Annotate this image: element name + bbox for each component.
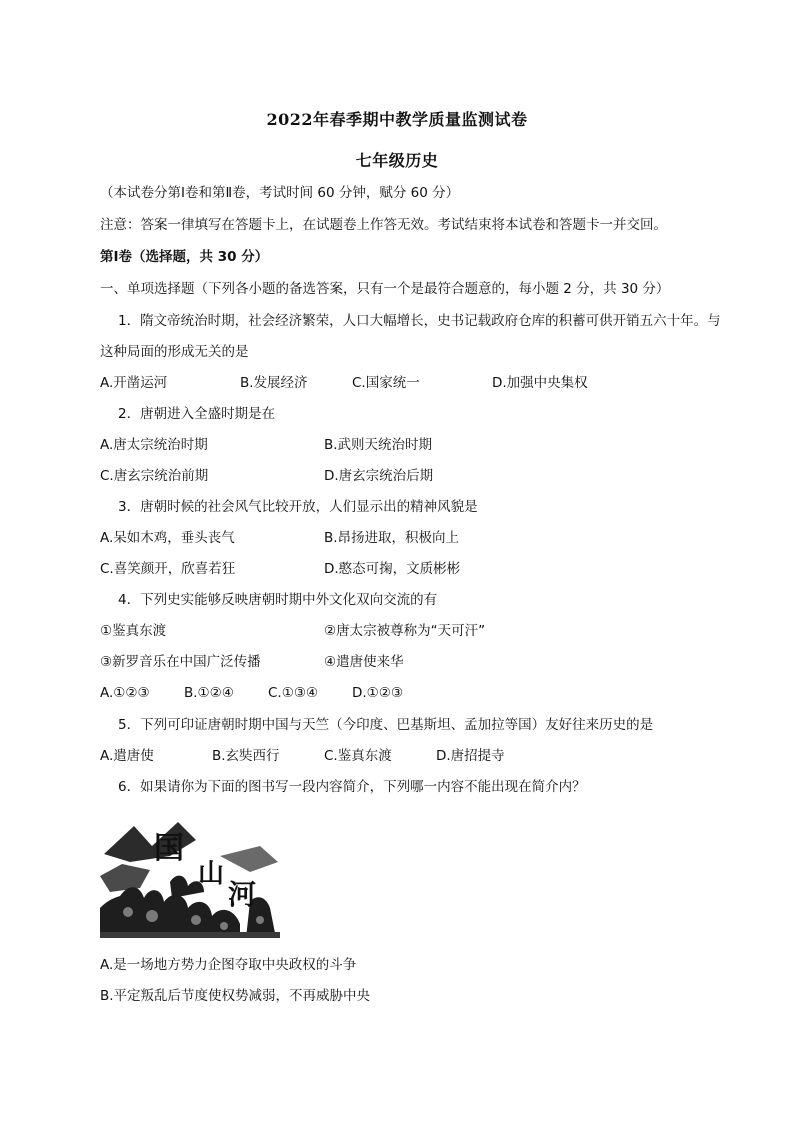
- q5-option-b: B.玄奘西行: [212, 748, 280, 764]
- q5-stem: 5．下列可印证唐朝时期中国与天竺（今印度、巴基斯坦、孟加拉等国）友好往来历史的是: [118, 717, 654, 733]
- section-title: 第Ⅰ卷（选择题，共 30 分）: [100, 249, 269, 265]
- q5-option-a: A.遣唐使: [100, 748, 154, 764]
- q4-option-a: A.①②③: [100, 685, 150, 701]
- q4-item-2: ②唐太宗被尊称为“天可汗”: [324, 623, 486, 639]
- q1-option-b: B.发展经济: [240, 375, 308, 391]
- q6-option-b: B.平定叛乱后节度使权势减弱，不再威胁中央: [100, 988, 371, 1004]
- q6-option-a: A.是一场地方势力企图夺取中央政权的斗争: [100, 957, 357, 973]
- q4-option-b: B.①②④: [184, 685, 234, 701]
- cover-char-1: 国: [154, 831, 184, 866]
- q2-option-b: B.武则天统治时期: [324, 437, 433, 453]
- q1-stem-line2: 这种局面的形成无关的是: [100, 344, 249, 360]
- q4-option-c: C.①③④: [268, 685, 319, 701]
- q3-option-c: C.喜笑颜开，欣喜若狂: [100, 561, 236, 577]
- book-cover-image: [100, 816, 280, 938]
- q3-option-b: B.昂扬进取，积极向上: [324, 530, 460, 546]
- q2-option-c: C.唐玄宗统治前期: [100, 468, 209, 484]
- q1-stem-line1: 1．隋文帝统治时期，社会经济繁荣，人口大幅增长，史书记载政府仓库的积蓄可供开销五六十年。与: [118, 313, 721, 329]
- exam-subtitle: 七年级历史: [355, 151, 439, 170]
- q3-stem: 3．唐朝时候的社会风气比较开放，人们显示出的精神风貌是: [118, 499, 478, 515]
- q4-item-4: ④遣唐使来华: [324, 654, 404, 670]
- q3-option-d: D.憨态可掬，文质彬彬: [324, 561, 461, 577]
- exam-notice: 注意：答案一律填写在答题卡上，在试题卷上作答无效。考试结束将本试卷和答题卡一并交回。: [100, 217, 667, 233]
- q3-option-a: A.呆如木鸡，垂头丧气: [100, 530, 235, 546]
- q1-option-a: A.开凿运河: [100, 375, 168, 391]
- cover-char-2: 山: [198, 859, 225, 889]
- section-instructions: 一、单项选择题（下列各小题的备选答案，只有一个是最符合题意的，每小题 2 分，共 30 分）: [100, 281, 670, 297]
- q4-stem: 4．下列史实能够反映唐朝时期中外文化双向交流的有: [118, 592, 438, 608]
- exam-title: 2022年春季期中教学质量监测试卷: [266, 110, 528, 129]
- exam-note: （本试卷分第Ⅰ卷和第Ⅱ卷，考试时间 60 分钟，赋分 60 分）: [100, 185, 460, 201]
- q2-option-a: A.唐太宗统治时期: [100, 437, 208, 453]
- q6-stem: 6．如果请你为下面的图书写一段内容简介，下列哪一内容不能出现在简介内？: [118, 779, 586, 795]
- q4-item-3: ③新罗音乐在中国广泛传播: [100, 654, 261, 670]
- q2-option-d: D.唐玄宗统治后期: [324, 468, 434, 484]
- q1-option-c: C.国家统一: [352, 375, 420, 391]
- q5-option-c: C.鉴真东渡: [324, 748, 392, 764]
- q2-stem: 2．唐朝进入全盛时期是在: [118, 406, 276, 422]
- q4-option-d: D.①②③: [352, 685, 403, 701]
- q4-item-1: ①鉴真东渡: [100, 623, 167, 639]
- q1-option-d: D.加强中央集权: [492, 375, 588, 391]
- cover-char-3: 河: [228, 878, 257, 911]
- q5-option-d: D.唐招提寺: [436, 748, 505, 764]
